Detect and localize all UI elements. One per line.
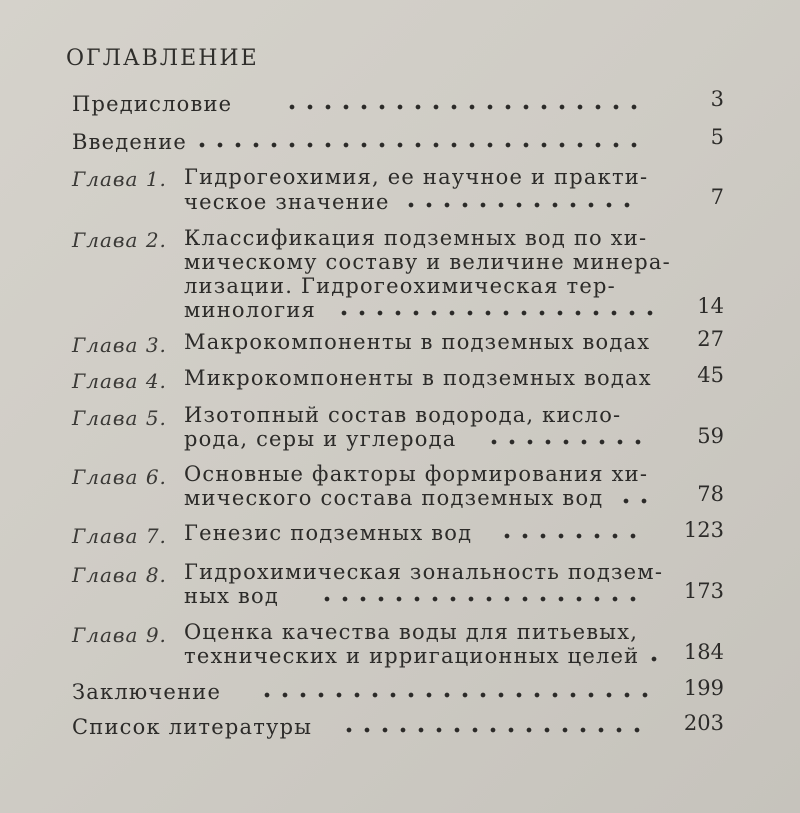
toc-entry-title-line: Гидрохимическая зональность подзем-	[184, 560, 664, 584]
dot-leader	[283, 104, 648, 110]
dot-leader	[617, 498, 657, 504]
dot-leader	[340, 727, 650, 733]
toc-entry-title-line: ческое значение	[184, 190, 390, 214]
toc-entry-title: Микрокомпоненты в подземных водах	[184, 366, 652, 390]
toc-page-number: 7	[710, 185, 724, 209]
toc-entry-title: Генезис подземных вод	[184, 521, 473, 545]
toc-entry-title: Введение	[72, 130, 188, 154]
toc-page-number: 184	[683, 640, 724, 664]
toc-page-number: 78	[697, 482, 724, 506]
dot-leader	[335, 310, 655, 316]
toc-page-number: 45	[697, 363, 724, 387]
chapter-label: Глава 9.	[72, 623, 167, 647]
toc-entry-title: Макрокомпоненты в подземных водах	[184, 330, 651, 354]
chapter-label: Глава 4.	[72, 369, 167, 393]
toc-page-number: 3	[710, 87, 724, 111]
toc-entry-title-line: Изотопный состав водорода, кисло-	[184, 403, 622, 427]
toc-page-number: 27	[697, 327, 724, 351]
toc-page-number: 123	[683, 518, 724, 542]
toc-entry-title-line: мическому составу и величине минера-	[184, 250, 671, 274]
toc-entry-title-line: лизации. Гидрогеохимическая тер-	[184, 274, 616, 298]
toc-entry-title-line: ных вод	[184, 584, 280, 608]
toc-page-number: 59	[697, 424, 724, 448]
toc-entry-title-line: Основные факторы формирования хи-	[184, 462, 649, 486]
dot-leader	[193, 142, 648, 148]
toc-entry-title-line: Гидрогеохимия, ее научное и практи-	[184, 165, 649, 189]
toc-page-number: 5	[710, 125, 724, 149]
toc-entry-title: Список литературы	[72, 715, 313, 739]
chapter-label: Глава 1.	[72, 167, 167, 191]
toc-entry-title-line: Оценка качества воды для питьевых,	[184, 620, 639, 644]
dot-leader	[645, 656, 660, 662]
toc-entry-title: Предисловие	[72, 92, 233, 116]
chapter-label: Глава 5.	[72, 406, 167, 430]
dot-leader	[318, 596, 648, 602]
dot-leader	[498, 533, 648, 539]
toc-entry-title-line: Классификация подземных вод по хи-	[184, 226, 648, 250]
chapter-label: Глава 7.	[72, 524, 167, 548]
toc-entry-title-line: рода, серы и углерода	[184, 427, 457, 451]
chapter-label: Глава 3.	[72, 333, 167, 357]
chapter-label: Глава 2.	[72, 228, 167, 252]
dot-leader	[485, 439, 645, 445]
toc-page-number: 199	[683, 676, 724, 700]
toc-entry-title-line: минология	[184, 298, 317, 322]
chapter-label: Глава 6.	[72, 465, 167, 489]
toc-entry-title: Заключение	[72, 680, 222, 704]
toc-page-number: 14	[697, 294, 724, 318]
toc-page-number: 203	[683, 711, 724, 735]
dot-leader	[402, 202, 630, 208]
toc-heading: ОГЛАВЛЕНИЕ	[66, 46, 259, 71]
chapter-label: Глава 8.	[72, 563, 167, 587]
toc-entry-title-line: технических и ирригационных целей	[184, 644, 640, 668]
toc-entry-title-line: мического состава подземных вод	[184, 486, 604, 510]
dot-leader	[258, 692, 658, 698]
toc-page-number: 173	[683, 579, 724, 603]
